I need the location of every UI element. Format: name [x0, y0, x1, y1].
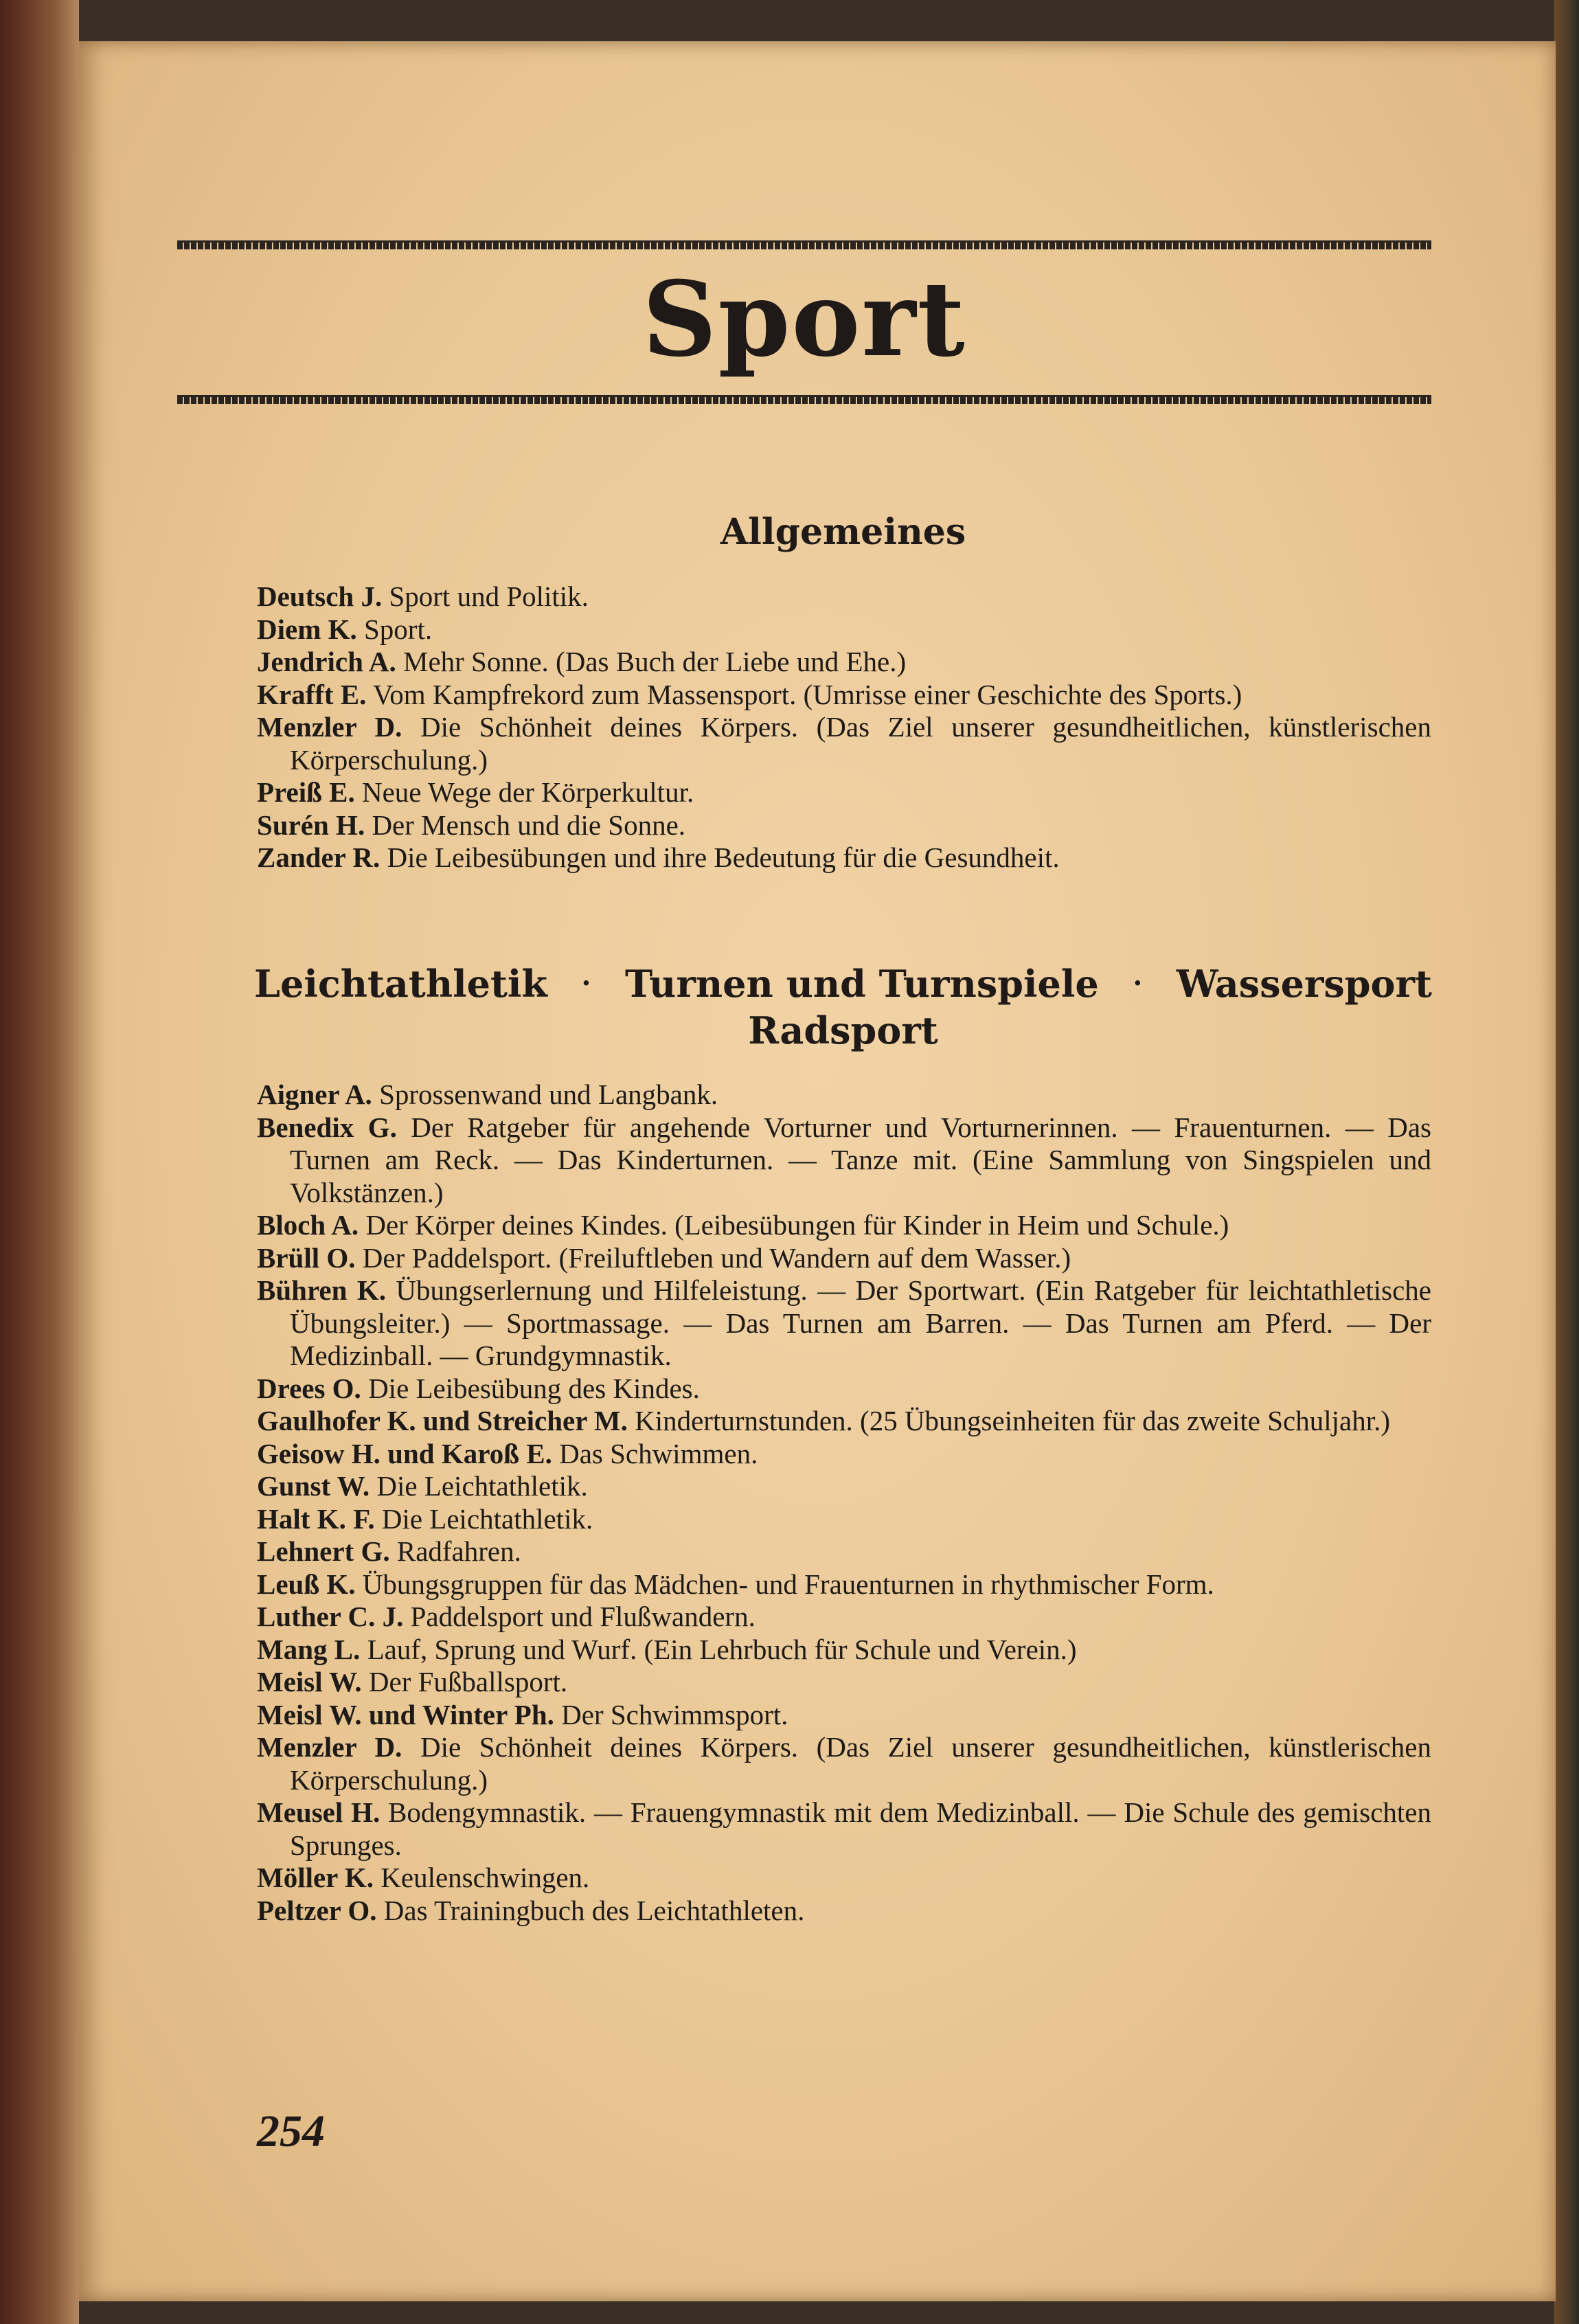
- list-item: [257, 1274, 1431, 1373]
- list-item: [257, 1568, 1431, 1601]
- entry-text: Paddelsport und Flußwandern.: [410, 1601, 756, 1632]
- entry-author: Krafft E.: [257, 678, 367, 710]
- entry-author: Drees O.: [257, 1372, 361, 1404]
- entry-list-allgemeines: [257, 580, 1431, 875]
- book-spine-left: [0, 0, 79, 2324]
- entry-text: Keulenschwingen.: [380, 1862, 590, 1893]
- list-item: [257, 1470, 1431, 1503]
- list-item: [257, 711, 1431, 776]
- list-item: [257, 1796, 1431, 1862]
- entry-text: Lauf, Sprung und Wurf. (Ein Lehrbuch für Schule und Verein.): [367, 1633, 1077, 1665]
- list-item: [257, 1209, 1431, 1242]
- entry-text: Die Leichtathletik.: [381, 1502, 593, 1535]
- entry-author: Zander R.: [257, 842, 380, 873]
- heading-separator: ·: [581, 967, 591, 1000]
- entry-author: Lehnert G.: [257, 1535, 390, 1567]
- entry-author: Gunst W.: [257, 1470, 370, 1502]
- title-rule-bottom: [177, 395, 1431, 404]
- entry-text: Mehr Sonne. (Das Buch der Liebe und Ehe.): [403, 646, 907, 677]
- entry-author: Preiß E.: [257, 776, 355, 808]
- list-item: [257, 1112, 1431, 1210]
- list-item: [257, 1601, 1431, 1634]
- list-item: [257, 1503, 1431, 1536]
- entry-text: Bodengymnastik. — Frauengymnastik mit dem Medizinball. — Die Schule des gemischten Sprunges.: [290, 1796, 1431, 1861]
- page-number: 254: [257, 2106, 325, 2156]
- entry-author: Diem K.: [257, 613, 357, 645]
- entry-author: Surén H.: [257, 809, 365, 841]
- heading-part-leichtathletik: Leichtathletik: [254, 962, 547, 1006]
- book-spine-right: [1554, 0, 1579, 2324]
- list-item: [257, 1699, 1431, 1732]
- entry-text: Übungsgruppen für das Mädchen- und Frauenturnen in rhythmischer Form.: [362, 1568, 1214, 1600]
- entry-author: Peltzer O.: [257, 1894, 377, 1926]
- entry-text: Der Schwimmsport.: [561, 1698, 788, 1730]
- entry-text: Das Schwimmen.: [559, 1437, 758, 1469]
- entry-author: Leuß K.: [257, 1568, 356, 1600]
- list-item: [257, 1731, 1431, 1796]
- entry-author: Aigner A.: [257, 1079, 372, 1110]
- heading-part-turnen: Turnen und Turnspiele: [624, 962, 1099, 1006]
- entry-author: Menzler D.: [257, 711, 402, 743]
- list-item: [257, 613, 1431, 646]
- entry-list-leichtathletik: [257, 1079, 1431, 1927]
- entry-author: Meisl W. und Winter Ph.: [257, 1698, 554, 1730]
- entry-text: Der Körper deines Kindes. (Leibesübungen für Kinder in Heim und Schule.): [365, 1209, 1229, 1241]
- entry-text: Die Leibesübungen und ihre Bedeutung für die Gesundheit.: [387, 842, 1060, 873]
- entry-author: Benedix G.: [257, 1111, 397, 1143]
- list-item: [257, 580, 1431, 613]
- list-item: [257, 1079, 1431, 1112]
- entry-text: Radfahren.: [396, 1535, 521, 1567]
- entry-text: Übungserlernung und Hilfeleistung. — Der Sportwart. (Ein Ratgeber für leichtathletische Übungsleiter.) — Sportmassage. — Das Turnen am Barren. — Das Turnen am Pferd. — Der Medizinball. — Grundgymnastik.: [290, 1274, 1431, 1371]
- entry-author: Menzler D.: [257, 1731, 402, 1763]
- entry-author: Luther C. J.: [257, 1601, 404, 1632]
- entry-text: Der Mensch und die Sonne.: [372, 809, 686, 841]
- list-item: [257, 1438, 1431, 1471]
- entry-author: Bloch A.: [257, 1209, 359, 1241]
- entry-text: Die Leibesübung des Kindes.: [368, 1372, 700, 1404]
- entry-text: Kinderturnstunden. (25 Übungseinheiten für das zweite Schuljahr.): [635, 1405, 1391, 1436]
- list-item: [257, 1535, 1431, 1568]
- entry-author: Meusel H.: [257, 1796, 380, 1828]
- list-item: [257, 1242, 1431, 1275]
- entry-text: Die Leichtathletik.: [376, 1470, 588, 1502]
- entry-author: Bühren K.: [257, 1274, 386, 1306]
- entry-text: Sprossenwand und Langbank.: [379, 1079, 718, 1110]
- list-item: [257, 1895, 1431, 1928]
- entry-author: Jendrich A.: [257, 646, 396, 677]
- list-item: [257, 646, 1431, 679]
- entry-text: Der Ratgeber für angehende Vorturner und Vorturnerinnen. — Frauenturnen. — Das Turnen am Reck. — Das Kinderturnen. — Tanze mit. (Eine Sammlung von Singspielen und Volkstänzen.): [290, 1111, 1431, 1208]
- list-item: [257, 679, 1431, 712]
- entry-text: Sport und Politik.: [389, 580, 589, 612]
- section-heading-allgemeines: Allgemeines: [720, 511, 966, 553]
- entry-text: Der Fußballsport.: [368, 1666, 568, 1697]
- list-item: [257, 1666, 1431, 1699]
- heading-part-wassersport: Wassersport: [1176, 962, 1432, 1006]
- entry-text: Sport.: [364, 613, 433, 645]
- entry-author: Meisl W.: [257, 1666, 362, 1697]
- entry-author: Mang L.: [257, 1633, 361, 1665]
- entry-author: Geisow H. und Karoß E.: [257, 1437, 552, 1469]
- entry-text: Das Trainingbuch des Leichtathleten.: [383, 1894, 805, 1926]
- list-item: [257, 1373, 1431, 1406]
- entry-text: Vom Kampfrekord zum Massensport. (Umrisse einer Geschichte des Sports.): [372, 678, 1242, 710]
- list-item: [257, 1405, 1431, 1438]
- list-item: [257, 1634, 1431, 1667]
- list-item: [257, 776, 1431, 809]
- heading-part-radsport: Radsport: [748, 1008, 938, 1052]
- entry-text: Der Paddelsport. (Freiluftleben und Wandern auf dem Wasser.): [362, 1241, 1071, 1274]
- list-item: [257, 1862, 1431, 1895]
- list-item: [257, 842, 1431, 875]
- list-item: [257, 809, 1431, 842]
- heading-separator: ·: [1133, 967, 1143, 1000]
- entry-author: Halt K. F.: [257, 1502, 375, 1535]
- entry-text: Die Schönheit deines Körpers. (Das Ziel unserer gesundheitlichen, künstlerischen Körperschulung.): [290, 1731, 1432, 1796]
- title-rule-top: [177, 240, 1431, 249]
- section-heading-leichtathletik: [254, 960, 1432, 1054]
- section-heading-line1: [254, 960, 1432, 1007]
- entry-author: Brüll O.: [257, 1241, 356, 1274]
- entry-text: Die Schönheit deines Körpers. (Das Ziel unserer gesundheitlichen, künstlerischen Körperschulung.): [290, 711, 1432, 776]
- page-title: Sport: [642, 259, 966, 380]
- entry-author: Gaulhofer K. und Streicher M.: [257, 1405, 628, 1436]
- entry-author: Deutsch J.: [257, 580, 383, 612]
- entry-text: Neue Wege der Körperkultur.: [362, 776, 694, 808]
- entry-author: Möller K.: [257, 1862, 374, 1893]
